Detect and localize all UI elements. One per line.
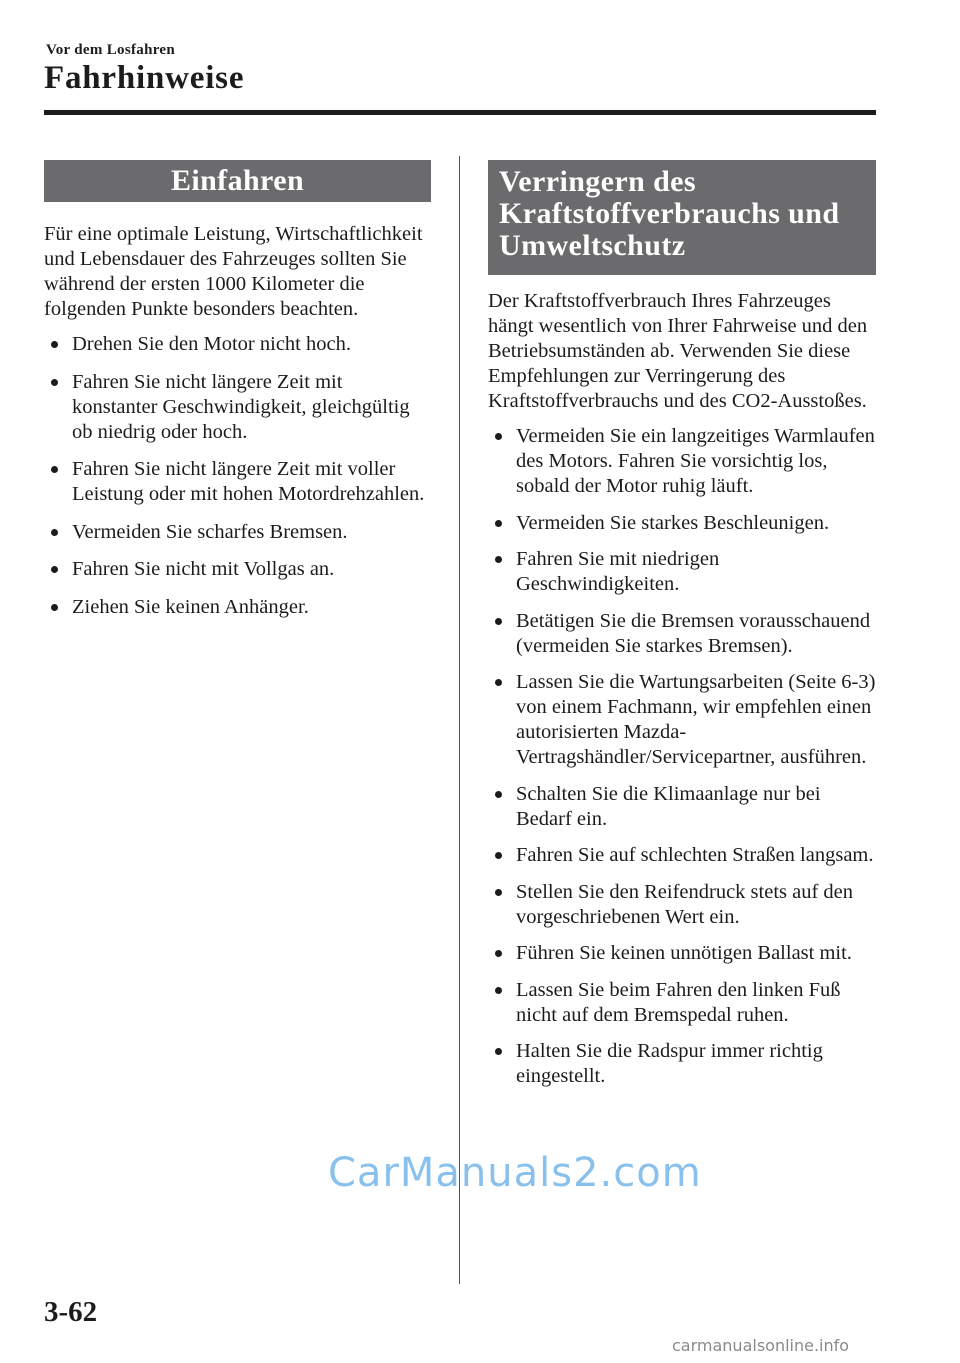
bullet-icon bbox=[495, 556, 502, 563]
intro-kraftstoffverbrauch: Der Kraftstoffverbrauch Ihres Fahrzeuges hängt wesentlich von Ihrer Fahrweise und den Betriebsumständen ab. Verwenden Sie diese Empfehlungen zur Verringerung des Kraftstoffverbrauchs und des CO2-Ausstoßes. bbox=[488, 290, 868, 412]
list-item bbox=[488, 670, 876, 770]
list-item-text: Führen Sie keinen unnötigen Ballast mit. bbox=[516, 942, 852, 964]
page-number: 3-62 bbox=[44, 1296, 98, 1328]
watermark: CarManuals2.com bbox=[328, 1150, 702, 1196]
list-item bbox=[488, 609, 876, 659]
list-item bbox=[488, 843, 876, 868]
bullet-list-kraftstoffverbrauch bbox=[488, 424, 876, 1089]
header-rule bbox=[44, 110, 876, 115]
list-item-text: Fahren Sie mit niedrigen Geschwindigkeiten. bbox=[516, 548, 720, 595]
bullet-icon bbox=[495, 618, 502, 625]
list-item-text: Drehen Sie den Motor nicht hoch. bbox=[72, 333, 351, 355]
list-item bbox=[488, 978, 876, 1028]
bullet-icon bbox=[495, 950, 502, 957]
list-item-text: Fahren Sie nicht längere Zeit mit voller Leistung oder mit hohen Motordrehzahlen. bbox=[72, 458, 425, 505]
bullet-icon bbox=[495, 679, 502, 686]
list-item bbox=[44, 595, 431, 620]
list-item bbox=[44, 370, 431, 445]
list-item bbox=[488, 424, 876, 499]
list-item-text: Lassen Sie beim Fahren den linken Fuß nicht auf dem Bremspedal ruhen. bbox=[516, 978, 841, 1026]
bullet-icon bbox=[51, 466, 58, 473]
list-item-text: Ziehen Sie keinen Anhänger. bbox=[72, 595, 309, 618]
bullet-icon bbox=[495, 987, 502, 994]
heading-kraftstoffverbrauch bbox=[488, 160, 876, 275]
intro-einfahren: Für eine optimale Leistung, Wirtschaftlichkeit und Lebensdauer des Fahrzeuges sollten Sie während der ersten 1000 Kilometer die folgenden Punkte besonders beachten. bbox=[44, 223, 423, 320]
bullet-icon bbox=[51, 604, 58, 611]
heading-einfahren: Einfahren bbox=[44, 160, 431, 202]
left-column bbox=[44, 160, 431, 632]
heading-line: Kraftstoffverbrauchs und bbox=[499, 197, 840, 230]
bullet-icon bbox=[495, 1048, 502, 1055]
list-item-text: Stellen Sie den Reifendruck stets auf den vorgeschriebenen Wert ein. bbox=[516, 880, 854, 928]
bullet-icon bbox=[51, 566, 58, 573]
heading-line: Verringern des bbox=[499, 165, 696, 198]
bullet-icon bbox=[51, 379, 58, 386]
column-divider bbox=[459, 156, 460, 1284]
chapter-title: Vor dem Losfahren bbox=[46, 42, 176, 58]
list-item bbox=[488, 511, 876, 536]
bullet-icon bbox=[495, 791, 502, 798]
bullet-list-einfahren bbox=[44, 332, 431, 620]
list-item bbox=[488, 782, 876, 832]
heading-line: Umweltschutz bbox=[499, 229, 686, 262]
right-column bbox=[488, 160, 876, 1101]
list-item-text: Schalten Sie die Klimaanlage nur bei Bedarf ein. bbox=[516, 782, 821, 830]
section-title: Fahrhinweise bbox=[44, 60, 245, 96]
list-item-text: Fahren Sie nicht mit Vollgas an. bbox=[72, 558, 335, 580]
list-item-text: Betätigen Sie die Bremsen vorausschauend (vermeiden Sie starkes Bremsen). bbox=[516, 609, 871, 657]
list-item-text: Vermeiden Sie ein langzeitiges Warmlaufen des Motors. Fahren Sie vorsichtig los, sobald der Motor ruhig läuft. bbox=[516, 425, 875, 497]
bullet-icon bbox=[51, 341, 58, 348]
list-item-text: Lassen Sie die Wartungsarbeiten (Seite 6-3) von einem Fachmann, wir empfehlen einen autorisierten Mazda-Vertragshändler/Servicepartner, ausführen. bbox=[516, 671, 876, 768]
bullet-icon bbox=[495, 520, 502, 527]
list-item bbox=[488, 880, 876, 930]
list-item bbox=[488, 547, 876, 597]
list-item-text: Halten Sie die Radspur immer richtig eingestellt. bbox=[516, 1040, 823, 1087]
list-item-text: Fahren Sie nicht längere Zeit mit konstanter Geschwindigkeit, gleichgültig ob niedrig oder hoch. bbox=[72, 370, 410, 443]
bullet-icon bbox=[51, 529, 58, 536]
list-item-text: Vermeiden Sie starkes Beschleunigen. bbox=[516, 511, 830, 534]
source-mark: carmanualsonline.info bbox=[672, 1336, 850, 1355]
list-item bbox=[44, 557, 431, 582]
list-item bbox=[44, 332, 431, 357]
bullet-icon bbox=[495, 433, 502, 440]
list-item-text: Fahren Sie auf schlechten Straßen langsam. bbox=[516, 844, 874, 866]
list-item-text: Vermeiden Sie scharfes Bremsen. bbox=[72, 520, 348, 543]
list-item bbox=[488, 1039, 876, 1089]
bullet-icon bbox=[495, 889, 502, 896]
list-item bbox=[488, 941, 876, 966]
bullet-icon bbox=[495, 852, 502, 859]
list-item bbox=[44, 457, 431, 507]
list-item bbox=[44, 520, 431, 545]
